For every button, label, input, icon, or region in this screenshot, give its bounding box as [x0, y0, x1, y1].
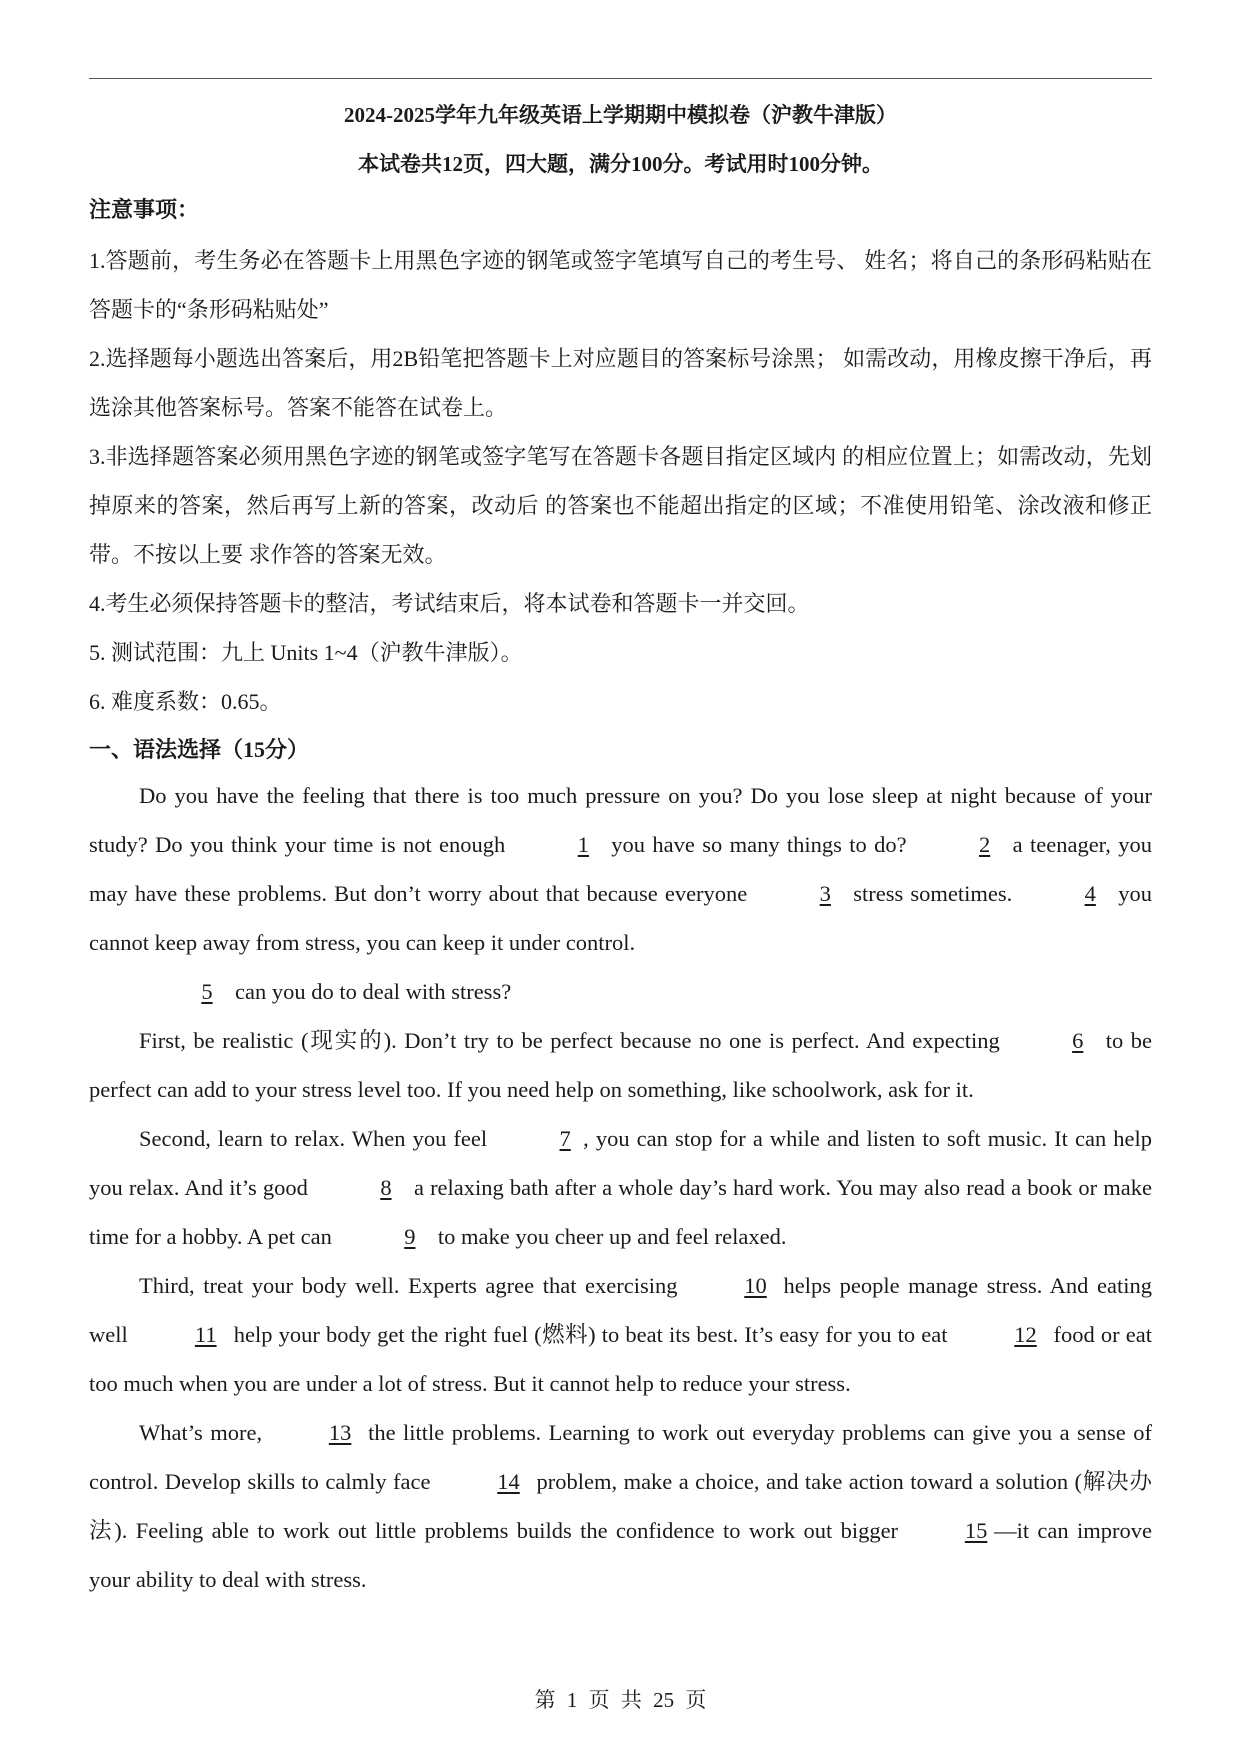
blank-12: 12 [1014, 1322, 1037, 1347]
passage-text: What’s more, [139, 1420, 263, 1445]
blank-4: 4 [1084, 881, 1096, 906]
passage-text: to be perfect can add to your stress level too. If you need help on something, like schoolwork, ask for it. [89, 1028, 1152, 1102]
notes-heading: 注意事项： [89, 197, 200, 222]
passage-text: a relaxing bath after a whole day’s hard work. You may also read a book or make time for a hobby. A pet can [89, 1175, 1153, 1249]
blank-13: 13 [328, 1420, 352, 1445]
passage-text: can you do to deal with stress? [235, 979, 512, 1004]
note-item: 6. 难度系数：0.65。 [89, 689, 282, 714]
passage-paragraph [89, 967, 1152, 1016]
blank-8: 8 [380, 1175, 392, 1200]
note-item: 2.选择题每小题选出答案后，用2B铅笔把答题卡上对应题目的答案标号涂黑； 如需改动，用橡皮擦干净后，再选涂其他答案标号。答案不能答在试卷上。 [89, 346, 1152, 420]
passage-text: —it can improve your ability to deal with stress. [89, 1518, 1152, 1592]
passage-paragraph [89, 771, 1152, 967]
passage-text: First, be realistic (现实的). Don’t try to be perfect because no one is perfect. And expecting [139, 1028, 1000, 1053]
passage-text: to make you cheer up and feel relaxed. [437, 1224, 787, 1249]
passage-text: , you can stop for a while and listen to soft music. It can help you relax. And it’s good [89, 1126, 1152, 1200]
note-item: 3.非选择题答案必须用黑色字迹的钢笔或签字笔写在答题卡各题目指定区域内 的相应位置上；如需改动，先划掉原来的答案，然后再写上新的答案，改动后 的答案也不能超出指定的区域；不准使用铅笔、涂改液和修正带。不按以上要 求作答的答案无效。 [89, 444, 1152, 567]
passage-text: problem, make a choice, and take action toward a solution (解决办法). Feeling able to work out little problems builds the confidence to work out bigger [89, 1469, 1152, 1543]
note-item: 5. 测试范围：九上 Units 1~4（沪教牛津版）。 [89, 640, 523, 665]
notes-section [89, 194, 1152, 726]
exam-title: 2024-2025学年九年级英语上学期期中模拟卷（沪教牛津版） [344, 103, 897, 127]
blank-3: 3 [819, 881, 831, 906]
passage-text: you have so many things to do? [611, 832, 907, 857]
header-rule [89, 78, 1152, 79]
passage-text: help your body get the right fuel (燃料) to beat its best. It’s easy for you to eat [233, 1322, 948, 1347]
blank-15: 15 [964, 1518, 988, 1543]
passage-paragraph [89, 1016, 1152, 1114]
passage-text: you cannot keep away from stress, you can keep it under control. [89, 881, 1152, 955]
blank-7: 7 [559, 1126, 571, 1151]
note-item: 4.考生必须保持答题卡的整洁，考试结束后，将本试卷和答题卡一并交回。 [89, 591, 810, 616]
exam-subtitle: 本试卷共12页，四大题，满分100分。考试用时100分钟。 [358, 152, 883, 176]
passage-text: a teenager, you may have these problems. But don’t worry about that because everyone [89, 832, 1152, 906]
passage [89, 771, 1152, 1604]
passage-text: stress sometimes. [853, 881, 1013, 906]
passage-paragraph [89, 1114, 1152, 1261]
note-item: 1.答题前，考生务必在答题卡上用黑色字迹的钢笔或签字笔填写自己的考生号、 姓名；将自己的条形码粘贴在答题卡的“条形码粘贴处” [89, 248, 1152, 322]
section-heading: 一、语法选择（15分） [89, 737, 310, 762]
passage-text: the little problems. Learning to work out everyday problems can give you a sense of control. Develop skills to calmly face [89, 1420, 1152, 1494]
passage-text: Second, learn to relax. When you feel [139, 1126, 488, 1151]
passage-text: helps people manage stress. And eating well [89, 1273, 1152, 1347]
passage-text: Do you have the feeling that there is too much pressure on you? Do you lose sleep at night because of your study? Do you think your time is not enough [89, 783, 1152, 857]
blank-11: 11 [194, 1322, 217, 1347]
blank-6: 6 [1072, 1028, 1084, 1053]
passage-text: Third, treat your body well. Experts agree that exercising [139, 1273, 678, 1298]
passage-text: food or eat too much when you are under a lot of stress. But it cannot help to reduce your stress. [89, 1322, 1152, 1396]
blank-1: 1 [577, 832, 589, 857]
blank-2: 2 [979, 832, 991, 857]
blank-9: 9 [404, 1224, 416, 1249]
blank-14: 14 [497, 1469, 520, 1494]
passage-paragraph [89, 1261, 1152, 1408]
passage-paragraph [89, 1408, 1152, 1604]
blank-5: 5 [201, 979, 213, 1004]
blank-10: 10 [744, 1273, 767, 1298]
page-number: 第 1 页 共 25 页 [534, 1688, 707, 1712]
